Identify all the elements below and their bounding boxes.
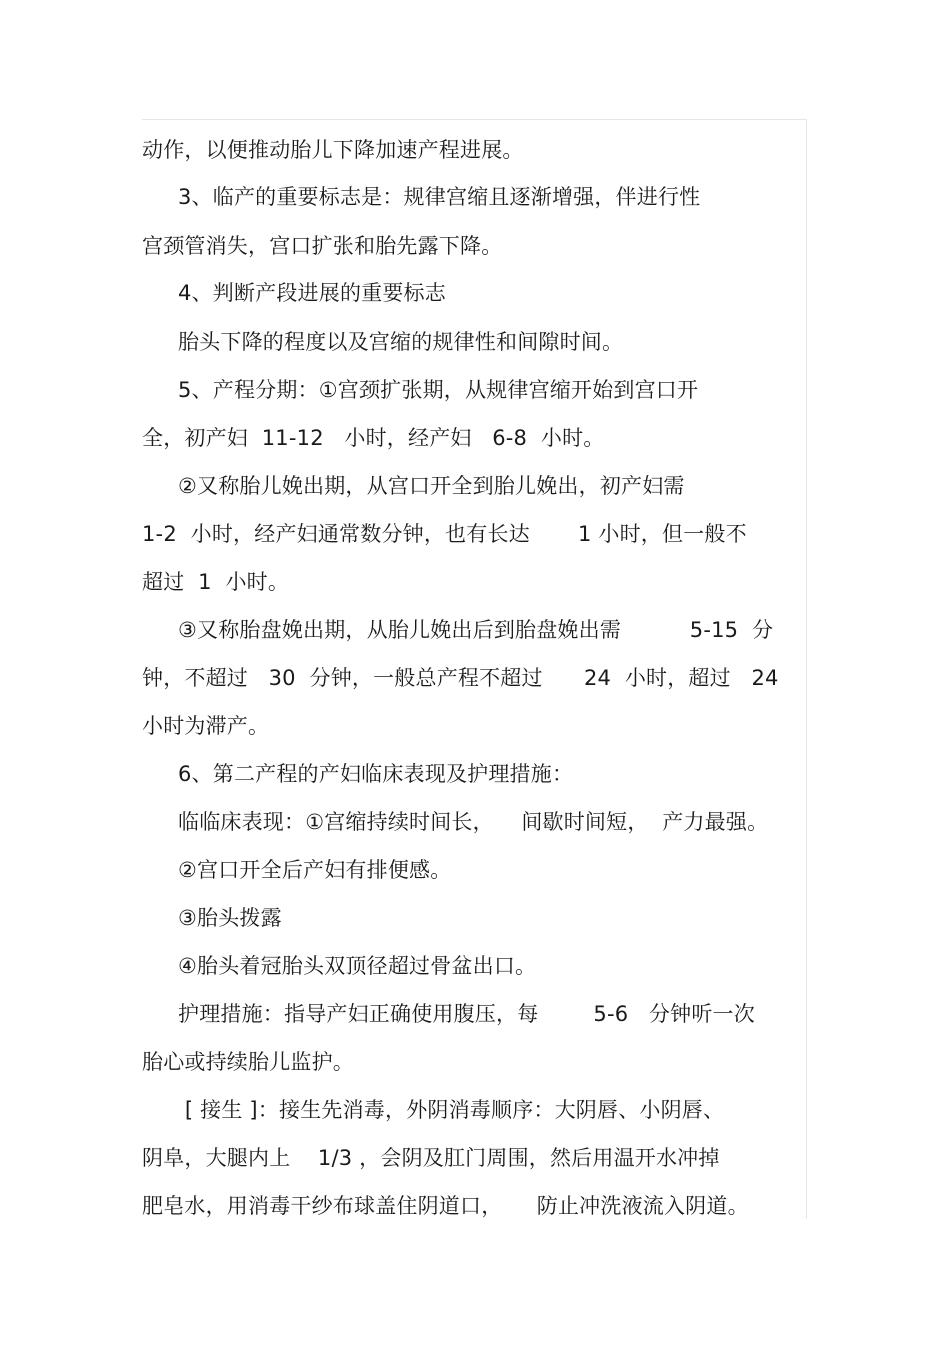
text-line: 护理措施：指导产妇正确使用腹压，每 5-6 分钟听一次 xyxy=(178,1002,755,1026)
text-line: [ 接生 ]：接生先消毒，外阴消毒顺序：大阴唇、小阴唇、 xyxy=(178,1098,725,1122)
text-line: ②又称胎儿娩出期，从宫口开全到胎儿娩出，初产妇需 xyxy=(178,474,685,498)
text-line: ③又称胎盘娩出期，从胎儿娩出后到胎盘娩出需 5-15 分 xyxy=(178,618,774,642)
text-line: 3、临产的重要标志是：规律宫缩且逐渐增强，伴进行性 xyxy=(178,185,701,209)
text-line: 肥皂水，用消毒干纱布球盖住阴道口， 防止冲洗液流入阴道。 xyxy=(142,1194,749,1218)
text-line: 4、判断产段进展的重要标志 xyxy=(178,281,446,305)
text-line: ②宫口开全后产妇有排便感。 xyxy=(178,858,452,882)
text-line: 5、产程分期：①宫颈扩张期，从规律宫缩开始到宫口开 xyxy=(178,378,699,402)
text-line: 宫颈管消失，宫口扩张和胎先露下降。 xyxy=(142,234,503,258)
text-line: 钟，不超过 30 分钟，一般总产程不超过 24 小时，超过 24 xyxy=(142,666,779,690)
text-line: 动作，以便推动胎儿下降加速产程进展。 xyxy=(142,138,524,162)
text-line: 小时为滞产。 xyxy=(142,714,270,738)
text-line: 超过 1 小时。 xyxy=(142,570,290,594)
text-line: 全，初产妇 11-12 小时，经产妇 6-8 小时。 xyxy=(142,426,605,450)
text-line: ④胎头着冠胎头双顶径超过骨盆出口。 xyxy=(178,954,537,978)
text-line: 胎心或持续胎儿监护。 xyxy=(142,1050,354,1074)
text-line: 胎头下降的程度以及宫缩的规律性和间隙时间。 xyxy=(178,330,624,354)
text-line: 阴阜，大腿内上 1/3 ，会阴及肛门周围，然后用温开水冲掉 xyxy=(142,1146,720,1170)
text-line: 6、第二产程的产妇临床表现及护理措施： xyxy=(178,762,574,786)
text-line: ③胎头拨露 xyxy=(178,906,282,930)
text-line: 临临床表现：①宫缩持续时间长， 间歇时间短， 产力最强。 xyxy=(178,810,769,834)
text-line: 1-2 小时，经产妇通常数分钟，也有长达 1 小时，但一般不 xyxy=(142,522,747,546)
